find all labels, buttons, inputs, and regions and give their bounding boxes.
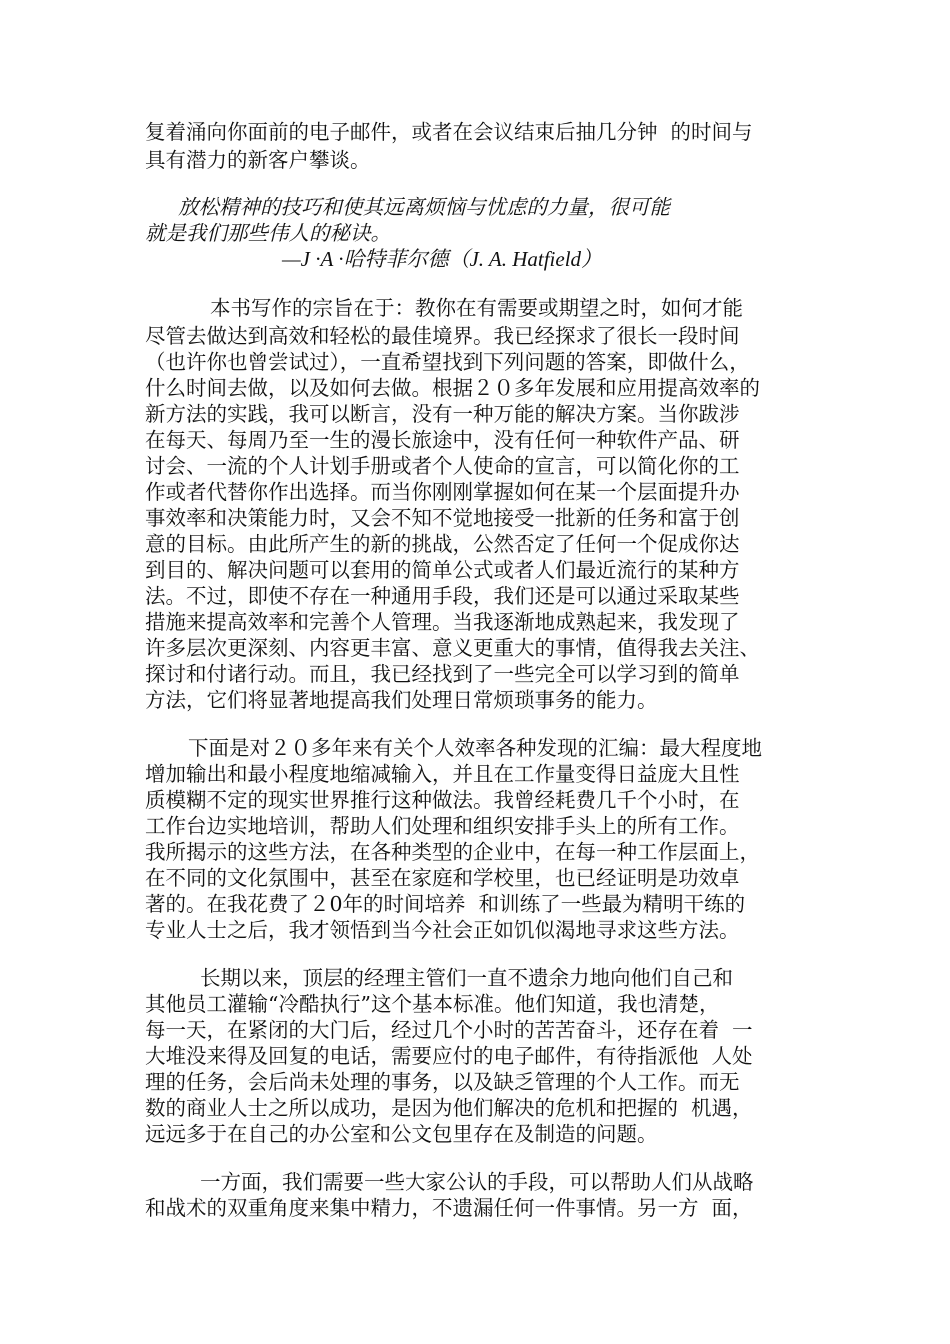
- paragraph-line: 增加输出和最小程度地缩减输入，并且在工作量变得日益庞大且性: [145, 762, 740, 786]
- paragraph-line: 下面是对２０多年来有关个人效率各种发现的汇编：最大程度地: [188, 736, 762, 760]
- paragraph-line: 长期以来，顶层的经理主管们一直不遗余力地向他们自己和: [200, 966, 733, 990]
- paragraph-line: 讨会、一流的个人计划手册或者个人使命的宣言，可以简化你的工: [145, 454, 740, 478]
- paragraph-line: 在不同的文化氛围中，甚至在家庭和学校里，也已经证明是功效卓: [145, 866, 740, 890]
- paragraph-line: 作或者代替你作出选择。而当你刚刚掌握如何在某一个层面提升办: [145, 480, 740, 504]
- paragraph-line: 工作台边实地培训，帮助人们处理和组织安排手头上的所有工作。: [145, 814, 740, 838]
- paragraph-line: 著的。在我花费了２0年的时间培养 和训练了一些最为精明干练的: [145, 892, 746, 916]
- paragraph-line: 大堆没来得及回复的电话，需要应付的电子邮件，有待指派他 人处: [145, 1044, 753, 1068]
- paragraph-line: 一方面，我们需要一些大家公认的手段，可以帮助人们从战略: [200, 1170, 754, 1194]
- paragraph-line: 尽管去做达到高效和轻松的最佳境界。我已经探求了很长一段时间: [145, 324, 740, 348]
- paragraph-line: 意的目标。由此所产生的新的挑战，公然否定了任何一个促成你达: [145, 532, 740, 556]
- intro-line: 具有潜力的新客户攀谈。: [145, 148, 371, 172]
- paragraph-line: 其他员工灌输“冷酷执行”这个基本标准。他们知道，我也清楚，: [145, 992, 720, 1016]
- intro-line: 复着涌向你面前的电子邮件，或者在会议结束后抽几分钟 的时间与: [145, 120, 753, 144]
- paragraph-line: 新方法的实践，我可以断言，没有一种万能的解决方案。当你跋涉: [145, 402, 740, 426]
- paragraph-line: 质模糊不定的现实世界推行这种做法。我曾经耗费几千个小时，在: [145, 788, 740, 812]
- paragraph-line: 每一天，在紧闭的大门后，经过几个小时的苦苦奋斗，还存在着 一: [145, 1018, 753, 1042]
- paragraph-line: 许多层次更深刻、内容更丰富、意义更重大的事情，值得我去关注、: [145, 636, 760, 660]
- paragraph-line: 专业人士之后，我才领悟到当今社会正如饥似渴地寻求这些方法。: [145, 918, 740, 942]
- paragraph-line: 理的任务，会后尚未处理的事务，以及缺乏管理的个人工作。而无: [145, 1070, 740, 1094]
- paragraph-line: 和战术的双重角度来集中精力，不遗漏任何一件事情。另一方 面，: [145, 1196, 753, 1220]
- quote-line: 放松精神的技巧和使其远离烦恼与忧虑的力量，很可能: [178, 195, 670, 219]
- paragraph-line: 法。不过，即使不存在一种通用手段，我们还是可以通过采取某些: [145, 584, 740, 608]
- quote-attribution: —J ·A ·哈特菲尔德（J. A. Hatfield）: [282, 247, 603, 271]
- paragraph-line: 在每天、每周乃至一生的漫长旅途中，没有任何一种软件产品、研: [145, 428, 740, 452]
- paragraph-line: 什么时间去做，以及如何去做。根据２０多年发展和应用提高效率的: [145, 376, 760, 400]
- paragraph-line: 到目的、解决问题可以套用的简单公式或者人们最近流行的某种方: [145, 558, 740, 582]
- paragraph-line: （也许你也曾尝试过），一直希望找到下列问题的答案，即做什么，: [145, 350, 750, 374]
- paragraph-line: 数的商业人士之所以成功，是因为他们解决的危机和把握的 机遇，: [145, 1096, 753, 1120]
- quote-line: 就是我们那些伟人的秘诀。: [145, 221, 391, 245]
- paragraph-line: 我所揭示的这些方法，在各种类型的企业中，在每一种工作层面上，: [145, 840, 760, 864]
- paragraph-line: 探讨和付诸行动。而且，我已经找到了一些完全可以学习到的简单: [145, 662, 740, 686]
- paragraph-line: 远远多于在自己的办公室和公文包里存在及制造的问题。: [145, 1122, 658, 1146]
- paragraph-line: 措施来提高效率和完善个人管理。当我逐渐地成熟起来，我发现了: [145, 610, 740, 634]
- paragraph-line: 方法，它们将显著地提高我们处理日常烦琐事务的能力。: [145, 688, 658, 712]
- paragraph-line: 事效率和决策能力时，又会不知不觉地接受一批新的任务和富于创: [145, 506, 740, 530]
- paragraph-line: 本书写作的宗旨在于：教你在有需要或期望之时，如何才能: [210, 296, 743, 320]
